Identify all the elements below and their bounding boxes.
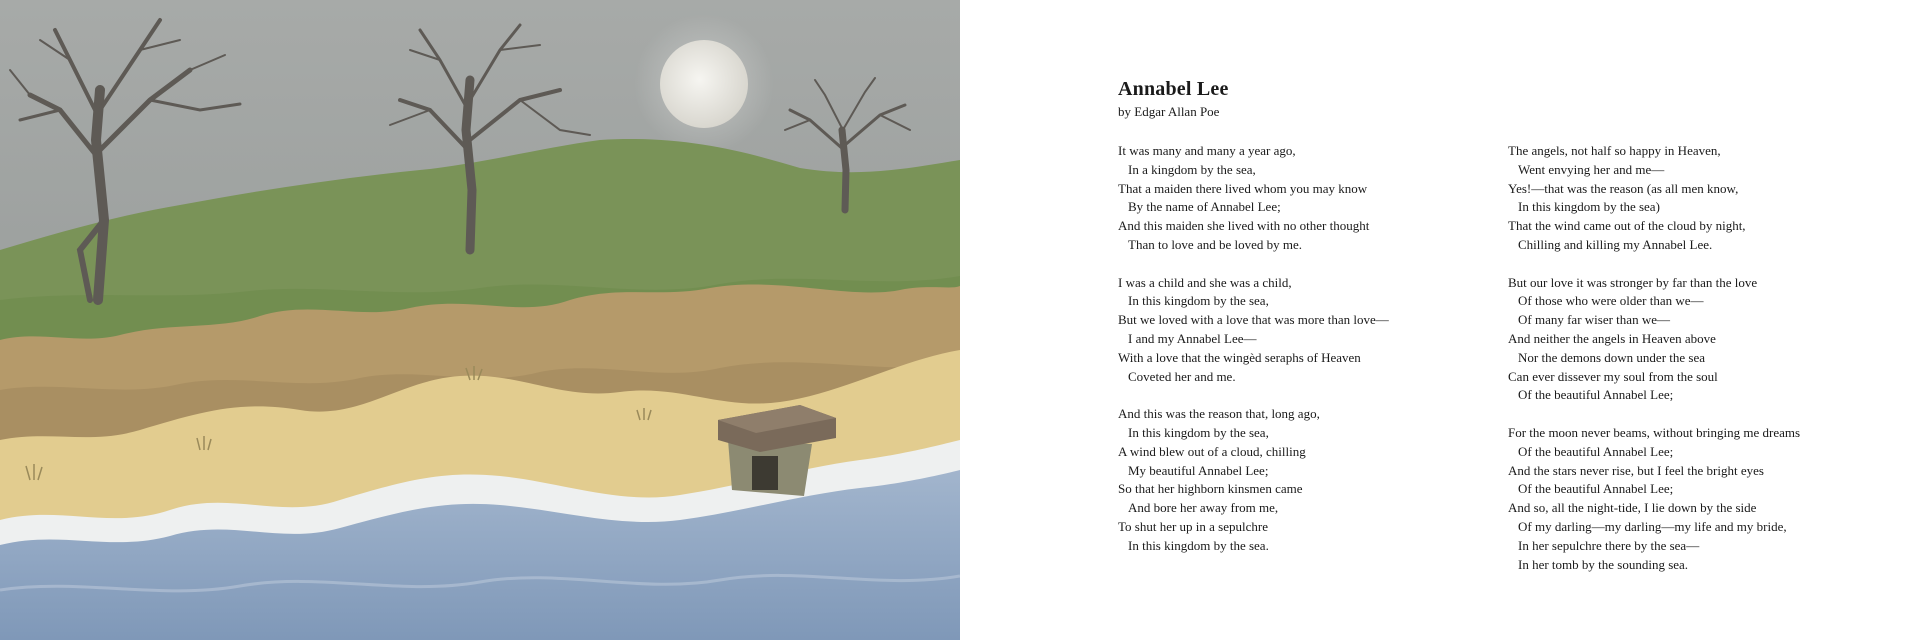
poem-line: A wind blew out of a cloud, chilling (1118, 443, 1306, 459)
stanza (1508, 142, 1868, 255)
poem-line: So that her highborn kinsmen came (1118, 481, 1303, 497)
poem-line: And bore her away from me, (1128, 500, 1279, 516)
poem-line: Can ever dissever my soul from the soul (1508, 368, 1718, 384)
poem-column-right (1508, 142, 1868, 593)
stanza (1118, 405, 1418, 555)
poem-line: In this kingdom by the sea. (1128, 537, 1269, 553)
poem-line: Went envying her and me— (1518, 161, 1665, 177)
poem-line: And this maiden she lived with no other thought (1118, 218, 1370, 234)
poem-line: In this kingdom by the sea, (1128, 424, 1269, 440)
poem-line: Than to love and be loved by me. (1128, 236, 1303, 252)
poem-line: For the moon never beams, without bringing me dreams (1508, 424, 1801, 440)
poem-line: But our love it was stronger by far than the love (1508, 274, 1758, 290)
poem-page (960, 0, 1920, 640)
poem-line: And neither the angels in Heaven above (1508, 330, 1716, 346)
poem-line: The angels, not half so happy in Heaven, (1508, 143, 1721, 158)
poem-line: That the wind came out of the cloud by night, (1508, 218, 1746, 234)
poem-line: In this kingdom by the sea) (1518, 199, 1660, 215)
poem-line: Of my darling—my darling—my life and my bride, (1518, 518, 1787, 534)
stanza (1508, 424, 1868, 574)
poem-line: By the name of Annabel Lee; (1128, 199, 1281, 215)
poem-line: Of those who were older than we— (1518, 293, 1704, 309)
poem-line: Chilling and killing my Annabel Lee. (1518, 236, 1713, 252)
poem-line: Yes!—that was the reason (as all men know, (1508, 180, 1739, 196)
poem-line: In her sepulchre there by the sea— (1518, 537, 1700, 553)
poem-line: But we loved with a love that was more than love— (1118, 312, 1389, 328)
poem-line: I was a child and she was a child, (1118, 274, 1292, 290)
poem-line: It was many and many a year ago, (1118, 143, 1296, 158)
poem-byline: by Edgar Allan Poe (1118, 104, 1220, 119)
poem-line: Of the beautiful Annabel Lee; (1518, 387, 1674, 403)
poem-line: To shut her up in a sepulchre (1118, 518, 1268, 534)
poem-line: And the stars never rise, but I feel the bright eyes (1508, 462, 1764, 478)
poem-line: I and my Annabel Lee— (1128, 330, 1257, 346)
poem-line: My beautiful Annabel Lee; (1128, 462, 1269, 478)
poem-line: In her tomb by the sounding sea. (1518, 556, 1689, 572)
poem-line: And so, all the night-tide, I lie down by the side (1508, 500, 1757, 516)
poem-line: In this kingdom by the sea, (1128, 293, 1269, 309)
poem-line: And this was the reason that, long ago, (1118, 406, 1320, 422)
poem-line: In a kingdom by the sea, (1128, 161, 1256, 177)
poem-line: With a love that the wingèd seraphs of Heaven (1118, 349, 1361, 365)
stanza (1118, 274, 1418, 387)
poem-line: Of the beautiful Annabel Lee; (1518, 443, 1674, 459)
stanza (1118, 142, 1418, 255)
poem-line: That a maiden there lived whom you may know (1118, 180, 1368, 196)
poem-line: Coveted her and me. (1128, 368, 1236, 384)
poem-title: Annabel Lee (1118, 78, 1229, 100)
poem-line: Of the beautiful Annabel Lee; (1518, 481, 1674, 497)
poem-line: Of many far wiser than we— (1518, 312, 1670, 328)
poem-line: Nor the demons down under the sea (1518, 349, 1706, 365)
moon (660, 40, 748, 128)
poem-column-left (1118, 142, 1418, 574)
stanza (1508, 274, 1868, 406)
